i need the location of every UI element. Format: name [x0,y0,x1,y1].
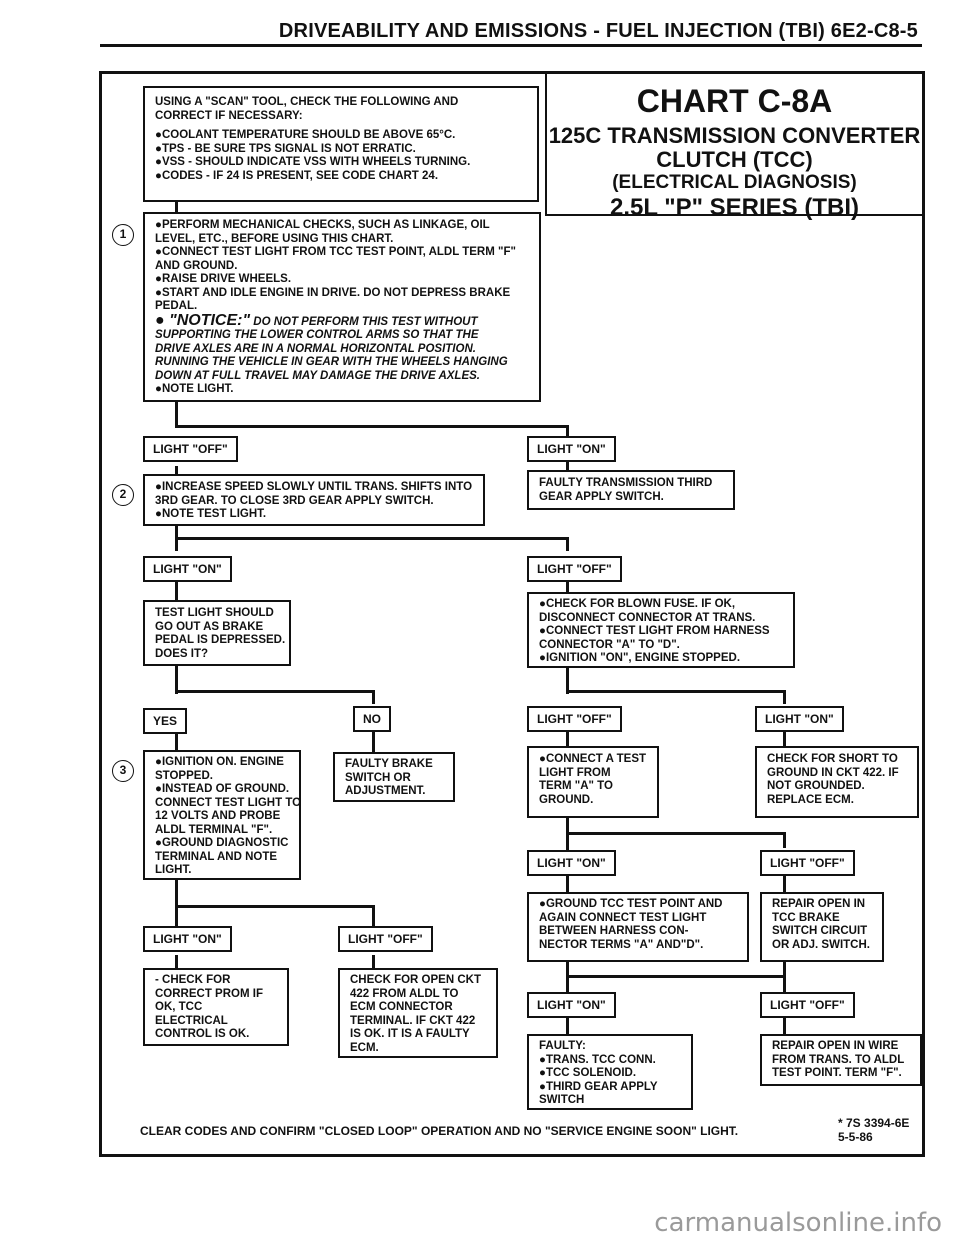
blown-fuse-line: CONNECTOR "A" TO "D". [539,638,680,651]
precheck-line: ●TPS - BE SURE TPS SIGNAL IS NOT ERRATIC. [155,142,416,155]
step1-line: ●NOTE LIGHT. [155,383,234,395]
faulty-brake-line: FAULTY BRAKE [345,758,433,770]
connector-line [783,832,786,848]
result-light-off: LIGHT "OFF" [527,556,622,582]
repair-brake-line: SWITCH CIRCUIT [772,925,868,937]
step3-line: ALDL TERMINAL "F". [155,823,273,836]
faulty-brake-switch-box [333,752,455,802]
faulty-list-line: SWITCH [539,1094,585,1106]
watermark: carmanualsonline.info [654,1208,942,1238]
short-ground-line: GROUND IN CKT 422. IF [767,766,899,779]
faulty-brake-line: SWITCH OR [345,771,411,784]
connector-line [372,905,375,927]
notice-line: RUNNING THE VEHICLE IN GEAR WITH THE WHEELS HANGING [155,356,508,368]
step3-line: 12 VOLTS AND PROBE [155,810,281,822]
precheck-line: USING A "SCAN" TOOL, CHECK THE FOLLOWING AND [155,96,459,108]
short-ground-line: REPLACE ECM. [767,793,854,806]
document-code-number: * 7S 3394-6E [838,1116,910,1130]
step1-line: ●RAISE DRIVE WHEELS. [155,273,292,285]
step3-box [143,750,301,880]
precheck-line: ●VSS - SHOULD INDICATE VSS WITH WHEELS TURNING. [155,156,471,168]
result-light-off: LIGHT "OFF" [143,436,238,462]
step3-line: CONNECT TEST LIGHT TO [155,796,302,809]
repair-wire-line: REPAIR OPEN IN WIRE [772,1040,899,1052]
connect-test-line: LIGHT FROM [539,766,611,779]
test-light-line: GO OUT AS BRAKE [155,620,264,633]
step-marker-3: 3 [112,760,134,782]
step1-line: LEVEL, ETC., BEFORE USING THIS CHART. [155,232,394,245]
result-light-off: LIGHT "OFF" [760,992,855,1018]
faulty-3rd-line: GEAR APPLY SWITCH. [539,490,664,503]
open-ckt-line: IS OK. IT IS A FAULTY [350,1028,470,1040]
open-ckt-422-box [338,968,498,1058]
connector-line [566,975,786,978]
connector-line [175,580,178,602]
open-ckt-line: ECM CONNECTOR [350,1001,453,1013]
blown-fuse-line: DISCONNECT CONNECTOR AT TRANS. [539,611,756,624]
step2-line: 3RD GEAR. TO CLOSE 3RD GEAR APPLY SWITCH. [155,494,434,507]
faulty-3rd-line: FAULTY TRANSMISSION THIRD [539,477,713,489]
ground-tcc-box [527,892,749,962]
check-prom-line: OK, TCC [155,1001,203,1013]
step1-line: ●START AND IDLE ENGINE IN DRIVE. DO NOT DEPRESS BRAKE [155,286,511,299]
open-ckt-line: 422 FROM ALDL TO [350,987,459,1000]
short-ground-line: NOT GROUNDED. [767,780,865,792]
page-title: DRIVEABILITY AND EMISSIONS - FUEL INJECTION (TBI) 6E2-C8-5 [278,20,918,42]
check-prom-line: - CHECK FOR [155,974,231,986]
repair-open-wire-box [760,1034,922,1086]
check-prom-line: CONTROL IS OK. [155,1028,250,1040]
precheck-line: ●CODES - IF 24 IS PRESENT, SEE CODE CHART 24. [155,169,439,182]
step2-line: ●INCREASE SPEED SLOWLY UNTIL TRANS. SHIFTS INTO [155,481,473,493]
connector-line [566,690,786,693]
result-light-off: LIGHT "OFF" [338,926,433,952]
faulty-3rd-gear-box [527,470,735,510]
notice-line [155,311,529,330]
step3-line: ●INSTEAD OF GROUND. [155,783,290,795]
test-light-line: DOES IT? [155,647,209,660]
result-light-on: LIGHT "ON" [527,850,616,876]
connector-line [175,905,375,908]
step-marker-2: 2 [112,484,134,506]
blown-fuse-box [527,592,795,668]
result-light-on: LIGHT "ON" [527,992,616,1018]
step3-line: LIGHT. [155,864,192,876]
step1-line: AND GROUND. [155,259,238,272]
answer-yes: YES [143,708,187,734]
connector-line [783,960,786,994]
check-prom-line: ELECTRICAL [155,1014,228,1027]
repair-brake-line: REPAIR OPEN IN [772,898,866,910]
connector-line [372,690,375,704]
chart-subtitle-4: 2.5L "P" SERIES (TBI) [609,194,860,221]
check-prom-line: CORRECT PROM IF [155,987,263,1000]
blown-fuse-line: ●CONNECT TEST LIGHT FROM HARNESS [539,625,770,637]
faulty-list-line: FAULTY: [539,1040,586,1052]
step3-line: TERMINAL AND NOTE [155,850,278,863]
result-light-on: LIGHT "ON" [143,926,232,952]
result-light-off: LIGHT "OFF" [527,706,622,732]
faulty-list-box [527,1034,693,1110]
step3-line: STOPPED. [155,769,213,782]
connector-line [175,690,375,693]
connector-line [566,537,569,551]
open-ckt-line: CHECK FOR OPEN CKT [350,974,481,986]
chart-subtitle-2: CLUTCH (TCC) [656,147,813,172]
notice-line: SUPPORTING THE LOWER CONTROL ARMS SO THAT THE [155,329,479,341]
short-to-ground-box [755,746,919,818]
blown-fuse-line: ●IGNITION "ON", ENGINE STOPPED. [539,652,741,664]
chart-subtitle-1: 125C TRANSMISSION CONVERTER [548,123,921,148]
connect-test-line: TERM "A" TO [539,780,613,792]
step1-line: PEDAL. [155,300,198,312]
connector-line [175,537,569,540]
ground-tcc-line: AGAIN CONNECT TEST LIGHT [539,911,707,924]
step3-line: ●GROUND DIAGNOSTIC [155,837,289,849]
ground-tcc-line: BETWEEN HARNESS CON- [539,925,689,937]
notice-line: DRIVE AXLES ARE IN A NORMAL HORIZONTAL POSITION. [155,342,476,355]
test-light-question-box [143,600,291,666]
connector-line [783,690,786,704]
step3-line: ●IGNITION ON. ENGINE [155,756,284,768]
result-light-on: LIGHT "ON" [143,556,232,582]
repair-wire-line: TEST POINT. TERM "F". [772,1067,902,1079]
result-light-on: LIGHT "ON" [755,706,844,732]
step1-line: ●CONNECT TEST LIGHT FROM TCC TEST POINT, ALDL TERM "F" [155,246,516,258]
step1-box [143,212,541,402]
document-code [838,1116,909,1144]
notice-lead: DO NOT PERFORM THIS TEST WITHOUT [250,315,478,328]
chart-title: CHART C-8A [636,83,833,119]
document-date: 5-5-86 [838,1130,873,1144]
ground-tcc-line: ●GROUND TCC TEST POINT AND [539,898,723,910]
header-rule [100,44,922,47]
step2-line: ●NOTE TEST LIGHT. [155,508,267,520]
test-light-line: PEDAL IS DEPRESSED. [155,634,286,646]
result-light-off: LIGHT "OFF" [760,850,855,876]
notice-line: DOWN AT FULL TRAVEL MAY DAMAGE THE DRIVE AXLES. [155,369,480,382]
short-ground-line: CHECK FOR SHORT TO [767,753,898,765]
repair-brake-line: OR ADJ. SWITCH. [772,938,870,951]
connect-test-line: GROUND. [539,793,594,806]
check-prom-box [143,968,289,1046]
faulty-list-line: ●THIRD GEAR APPLY [539,1080,658,1093]
faulty-brake-line: ADJUSTMENT. [345,785,426,797]
precheck-box [143,86,539,202]
connector-line [175,425,569,428]
connect-test-light-box [527,746,659,818]
faulty-list-line: ●TRANS. TCC CONN. [539,1053,656,1066]
connector-line [175,400,178,428]
step2-box [143,474,485,526]
step1-line: ●PERFORM MECHANICAL CHECKS, SUCH AS LINKAGE, OIL [155,219,490,231]
footer-instruction: CLEAR CODES AND CONFIRM "CLOSED LOOP" OPERATION AND NO "SERVICE ENGINE SOON" LIGHT. [140,1124,739,1138]
chart-subtitle-3: (ELECTRICAL DIAGNOSIS) [612,172,857,193]
precheck-line: CORRECT IF NECESSARY: [155,109,303,122]
blown-fuse-line: ●CHECK FOR BLOWN FUSE. IF OK, [539,598,736,610]
faulty-list-line: ●TCC SOLENOID. [539,1067,637,1079]
open-ckt-line: TERMINAL. IF CKT 422 [350,1014,476,1027]
result-light-on: LIGHT "ON" [527,436,616,462]
notice-label: ● "NOTICE:" [155,311,251,329]
ground-tcc-line: NECTOR TERMS "A" AND"D". [539,938,704,951]
connector-line [566,832,786,835]
connector-line [372,730,375,752]
answer-no: NO [353,706,391,732]
repair-brake-line: TCC BRAKE [772,911,840,924]
repair-wire-line: FROM TRANS. TO ALDL [772,1053,905,1066]
step-marker-1: 1 [112,224,134,246]
repair-open-brake-box [760,892,884,962]
chart-title-block [545,74,922,221]
open-ckt-line: ECM. [350,1041,379,1054]
precheck-line: ●COOLANT TEMPERATURE SHOULD BE ABOVE 65°C. [155,129,456,141]
connect-test-line: ●CONNECT A TEST [539,753,647,765]
test-light-line: TEST LIGHT SHOULD [155,607,274,619]
